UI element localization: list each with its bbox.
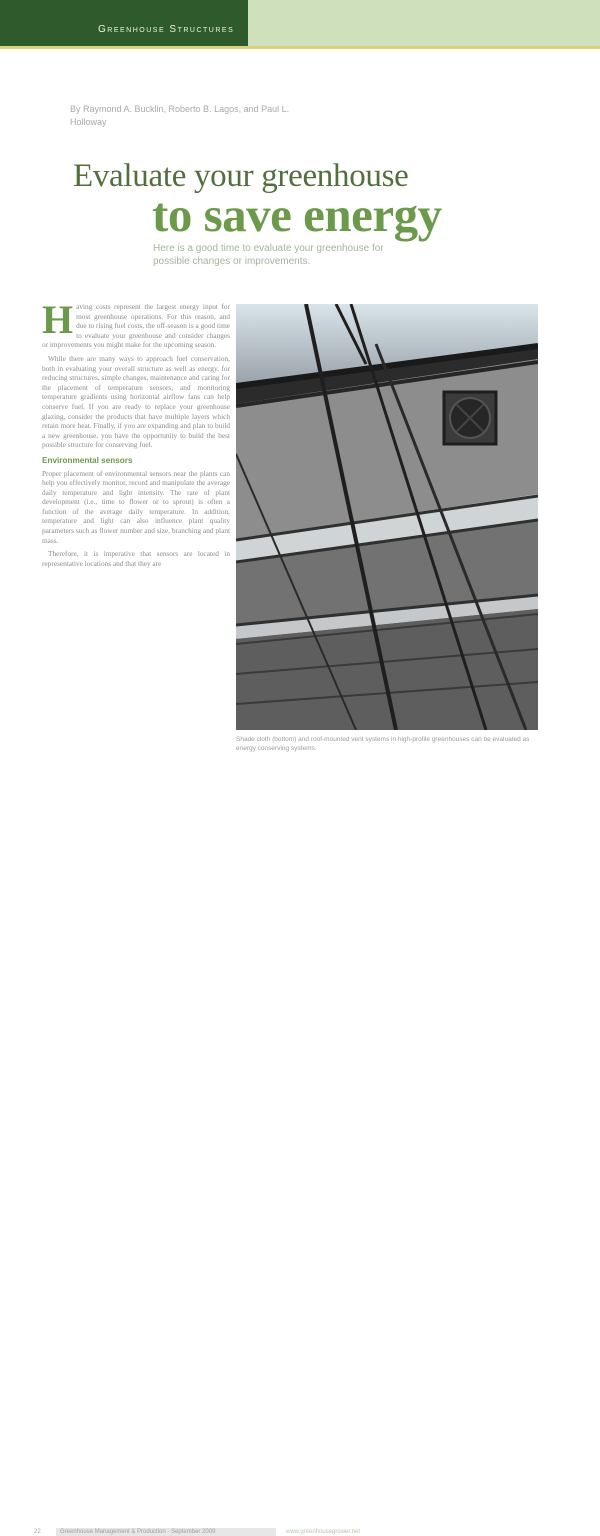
section-label: Greenhouse Structures: [98, 24, 235, 35]
article-paragraph: [42, 302, 230, 350]
article-column: [42, 302, 230, 742]
article-paragraph-text: aving costs represent the largest energy input for most greenhouse operations. For this reason, and due to rising fuel costs, the off-season is a good time to evaluate your greenhouse and consider changes or improvements you might make for the upcoming season.: [42, 302, 230, 350]
page-footer: [0, 762, 600, 1535]
section-banner-tab: [0, 0, 248, 46]
deck-subtitle: Here is a good time to evaluate your greenhouse for possible changes or improvements.: [153, 243, 384, 267]
photo-caption: Shade cloth (bottom) and roof-mounted vent systems in high-profile greenhouses can be evaluated as energy conserving systems.: [236, 736, 530, 752]
publication-name: Greenhouse Management & Production · September 2009: [60, 1529, 216, 1535]
article-paragraph: Therefore, it is imperative that sensors are located in representative locations and that they are: [42, 549, 230, 568]
drop-cap: H: [42, 302, 74, 342]
greenhouse-photo: [236, 304, 538, 730]
headline-line-2: to save energy: [152, 187, 442, 242]
article-paragraph: Proper placement of environmental sensors near the plants can help you effectively monitor, record and manipulate the average daily temperature and light intensity. The rate of plant development (i.e., time to flower or to sprout) is often a function of the average daily temperature. In addition, temperature and light can also influence plant quality parameters such as flower number and size, branching and plant mass.: [42, 468, 230, 545]
section-heading: Environmental sensors: [42, 455, 133, 465]
footer-url[interactable]: www.greenhousegrower.net: [286, 1529, 361, 1535]
byline: By Raymond A. Bucklin, Roberto B. Lagos, and Paul L. Holloway: [70, 104, 290, 127]
headline-line-1: Evaluate your greenhouse: [73, 158, 409, 194]
article-paragraph: While there are many ways to approach fuel conservation, both in evaluating your overall structure as well as energy, for reducing structures, simple changes, maintenance and caring for the placement of temperature sensors, and monitoring temperature gradients using horizontal airflow fans can help conserve fuel. If you are ready to replace your greenhouse glazing, consider the products that have multiple layers which retain more heat. Finally, if you are expanding and plan to build a new greenhouse, you have the opportunity to build the best possible structure for conserving fuel.: [42, 353, 230, 450]
greenhouse-interior-illustration: [236, 304, 538, 730]
section-banner: [0, 0, 600, 46]
page-number: 22: [34, 1529, 41, 1535]
banner-rule: [0, 46, 600, 49]
